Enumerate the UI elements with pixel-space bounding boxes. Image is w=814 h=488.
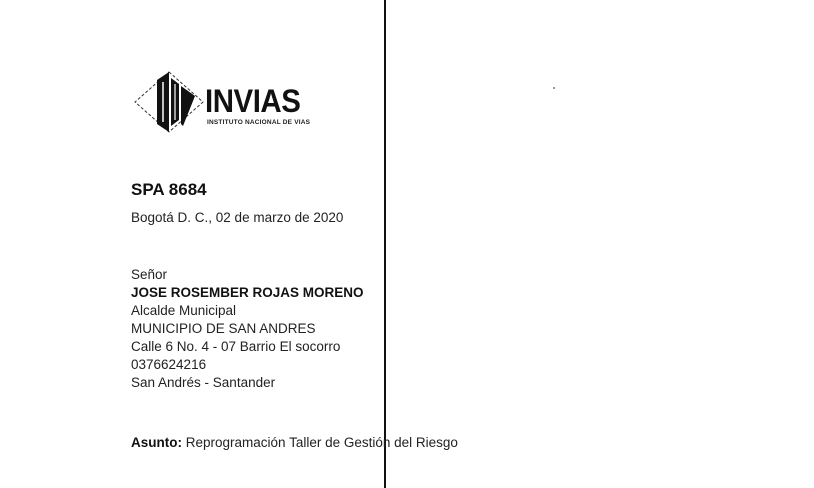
recipient-entity: MUNICIPIO DE SAN ANDRES <box>131 321 316 336</box>
scan-speck <box>553 87 555 89</box>
reference-number: SPA 8684 <box>131 180 207 199</box>
invias-emblem-icon <box>133 68 205 138</box>
scan-fold-line <box>384 0 386 488</box>
recipient-address: Calle 6 No. 4 - 07 Barrio El socorro <box>131 339 341 354</box>
salutation: Señor <box>131 267 168 282</box>
invias-logo <box>133 68 333 138</box>
recipient-block <box>131 266 364 392</box>
date-line: Bogotá D. C., 02 de marzo de 2020 <box>131 210 344 225</box>
subject-line <box>131 435 458 450</box>
recipient-position: Alcalde Municipal <box>131 303 237 318</box>
logo-subtitle: INSTITUTO NACIONAL DE VIAS <box>207 119 311 126</box>
recipient-city: San Andrés - Santander <box>131 375 276 390</box>
subject-text: Reprogramación Taller de Gestión del Riesgo <box>185 435 458 450</box>
recipient-phone: 0376624216 <box>131 357 207 372</box>
recipient-name: JOSE ROSEMBER ROJAS MORENO <box>131 285 364 300</box>
logo-name: INVIAS <box>205 83 301 119</box>
subject-label: Asunto: <box>131 435 182 450</box>
